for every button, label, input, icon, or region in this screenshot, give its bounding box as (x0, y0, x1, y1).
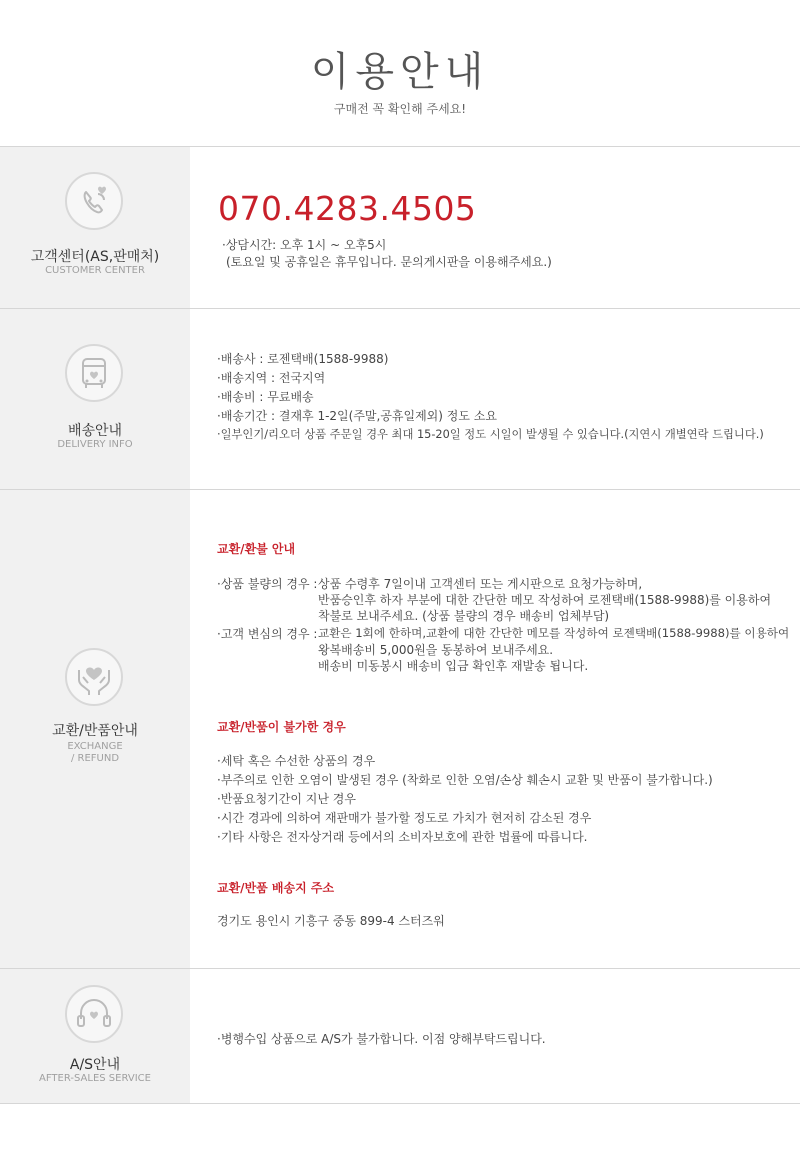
after-sales-sidebar (0, 969, 190, 1103)
hands-heart-icon (65, 648, 123, 706)
defect-line: 반품승인후 하자 부분에 대한 간단한 메모 작성하여 로젠택배(1588-9988)를 이용하여 (318, 593, 772, 607)
delivery-sidebar (0, 309, 190, 489)
delivery-section (0, 309, 800, 490)
delivery-item: ·배송사 : 로젠택배(1588-9988) (217, 352, 389, 366)
delivery-label-en: DELIVERY INFO (57, 439, 133, 450)
delivery-item: ·일부인기/리오더 상품 주문일 경우 최대 15-20일 정도 시일이 발생될 수 있습니다.(지연시 개별연락 드립니다.) (217, 428, 764, 441)
delivery-item: ·배송지역 : 전국지역 (217, 371, 326, 385)
exchange-label-en: EXCHANGE (67, 741, 123, 752)
bus-heart-icon (65, 344, 123, 402)
page-subtitle: 구매전 꼭 확인해 주세요! (333, 102, 467, 116)
customer-center-content (190, 147, 800, 308)
exchange-label: 교환/반품안내 (52, 723, 138, 739)
impossible-item: ·기타 사항은 전자상거래 등에서의 소비자보호에 관한 법률에 따릅니다. (217, 830, 588, 844)
defect-label: ·상품 불량의 경우 : (217, 577, 318, 591)
exchange-label-en-2: / REFUND (70, 753, 120, 764)
return-address: 경기도 용인시 기흥구 중동 899-4 스터즈워 (217, 914, 445, 928)
defect-line: 착불로 보내주세요. (상품 불량의 경우 배송비 업체부담) (318, 609, 610, 623)
headset-heart-icon (65, 985, 123, 1043)
customer-center-section (0, 147, 800, 309)
exchange-content (190, 490, 800, 968)
delivery-label: 배송안내 (67, 423, 123, 439)
page-title: 이용안내 (310, 49, 490, 95)
change-line: 배송비 미동봉시 배송비 입금 확인후 재발송 됩니다. (318, 659, 589, 673)
after-sales-note: ·병행수입 상품으로 A/S가 불가합니다. 이점 양해부탁드립니다. (217, 1032, 546, 1046)
impossible-item: ·부주의로 인한 오염이 발생된 경우 (착화로 인한 오염/손상 훼손시 교환 및 반품이 불가합니다.) (217, 773, 713, 787)
after-sales-label-en: AFTER-SALES SERVICE (39, 1073, 151, 1084)
after-sales-label: A/S안내 (69, 1057, 121, 1073)
phone-heart-icon (65, 172, 123, 230)
customer-center-label-en: CUSTOMER CENTER (45, 265, 145, 276)
exchange-section (0, 490, 800, 969)
after-sales-content (190, 969, 800, 1103)
exchange-guide-title: 교환/환불 안내 (217, 542, 296, 556)
page-header (0, 0, 800, 147)
return-address-title: 교환/반품 배송지 주소 (217, 881, 335, 895)
delivery-content (190, 309, 800, 489)
impossible-item: ·세탁 혹은 수선한 상품의 경우 (217, 754, 376, 768)
defect-line: 상품 수령후 7일이내 고객센터 또는 게시판으로 요청가능하며, (318, 577, 643, 591)
impossible-item: ·시간 경과에 의하여 재판매가 불가할 정도로 가치가 현저히 감소된 경우 (217, 811, 592, 825)
exchange-sidebar (0, 490, 190, 968)
impossible-item: ·반품요청기간이 지난 경우 (217, 792, 356, 806)
after-sales-section (0, 969, 800, 1104)
holiday-note: (토요일 및 공휴일은 휴무입니다. 문의게시판을 이용해주세요.) (226, 255, 552, 269)
delivery-item: ·배송기간 : 결재후 1-2일(주말,공휴일제외) 정도 소요 (217, 409, 497, 423)
impossible-title: 교환/반품이 불가한 경우 (217, 720, 346, 734)
change-line: 왕복배송비 5,000원을 동봉하여 보내주세요. (318, 643, 554, 657)
customer-center-sidebar (0, 147, 190, 308)
delivery-item: ·배송비 : 무료배송 (217, 390, 314, 404)
change-label: ·고객 변심의 경우 : (217, 627, 318, 641)
customer-center-label: 고객센터(AS,판매처) (30, 249, 160, 265)
consult-hours: ·상담시간: 오후 1시 ~ 오후5시 (222, 238, 387, 252)
phone-number: 070.4283.4505 (218, 189, 477, 228)
change-line: 교환은 1회에 한하며,교환에 대한 간단한 메모를 작성하여 로젠택배(1588-9988)를 이용하여 (318, 626, 790, 640)
